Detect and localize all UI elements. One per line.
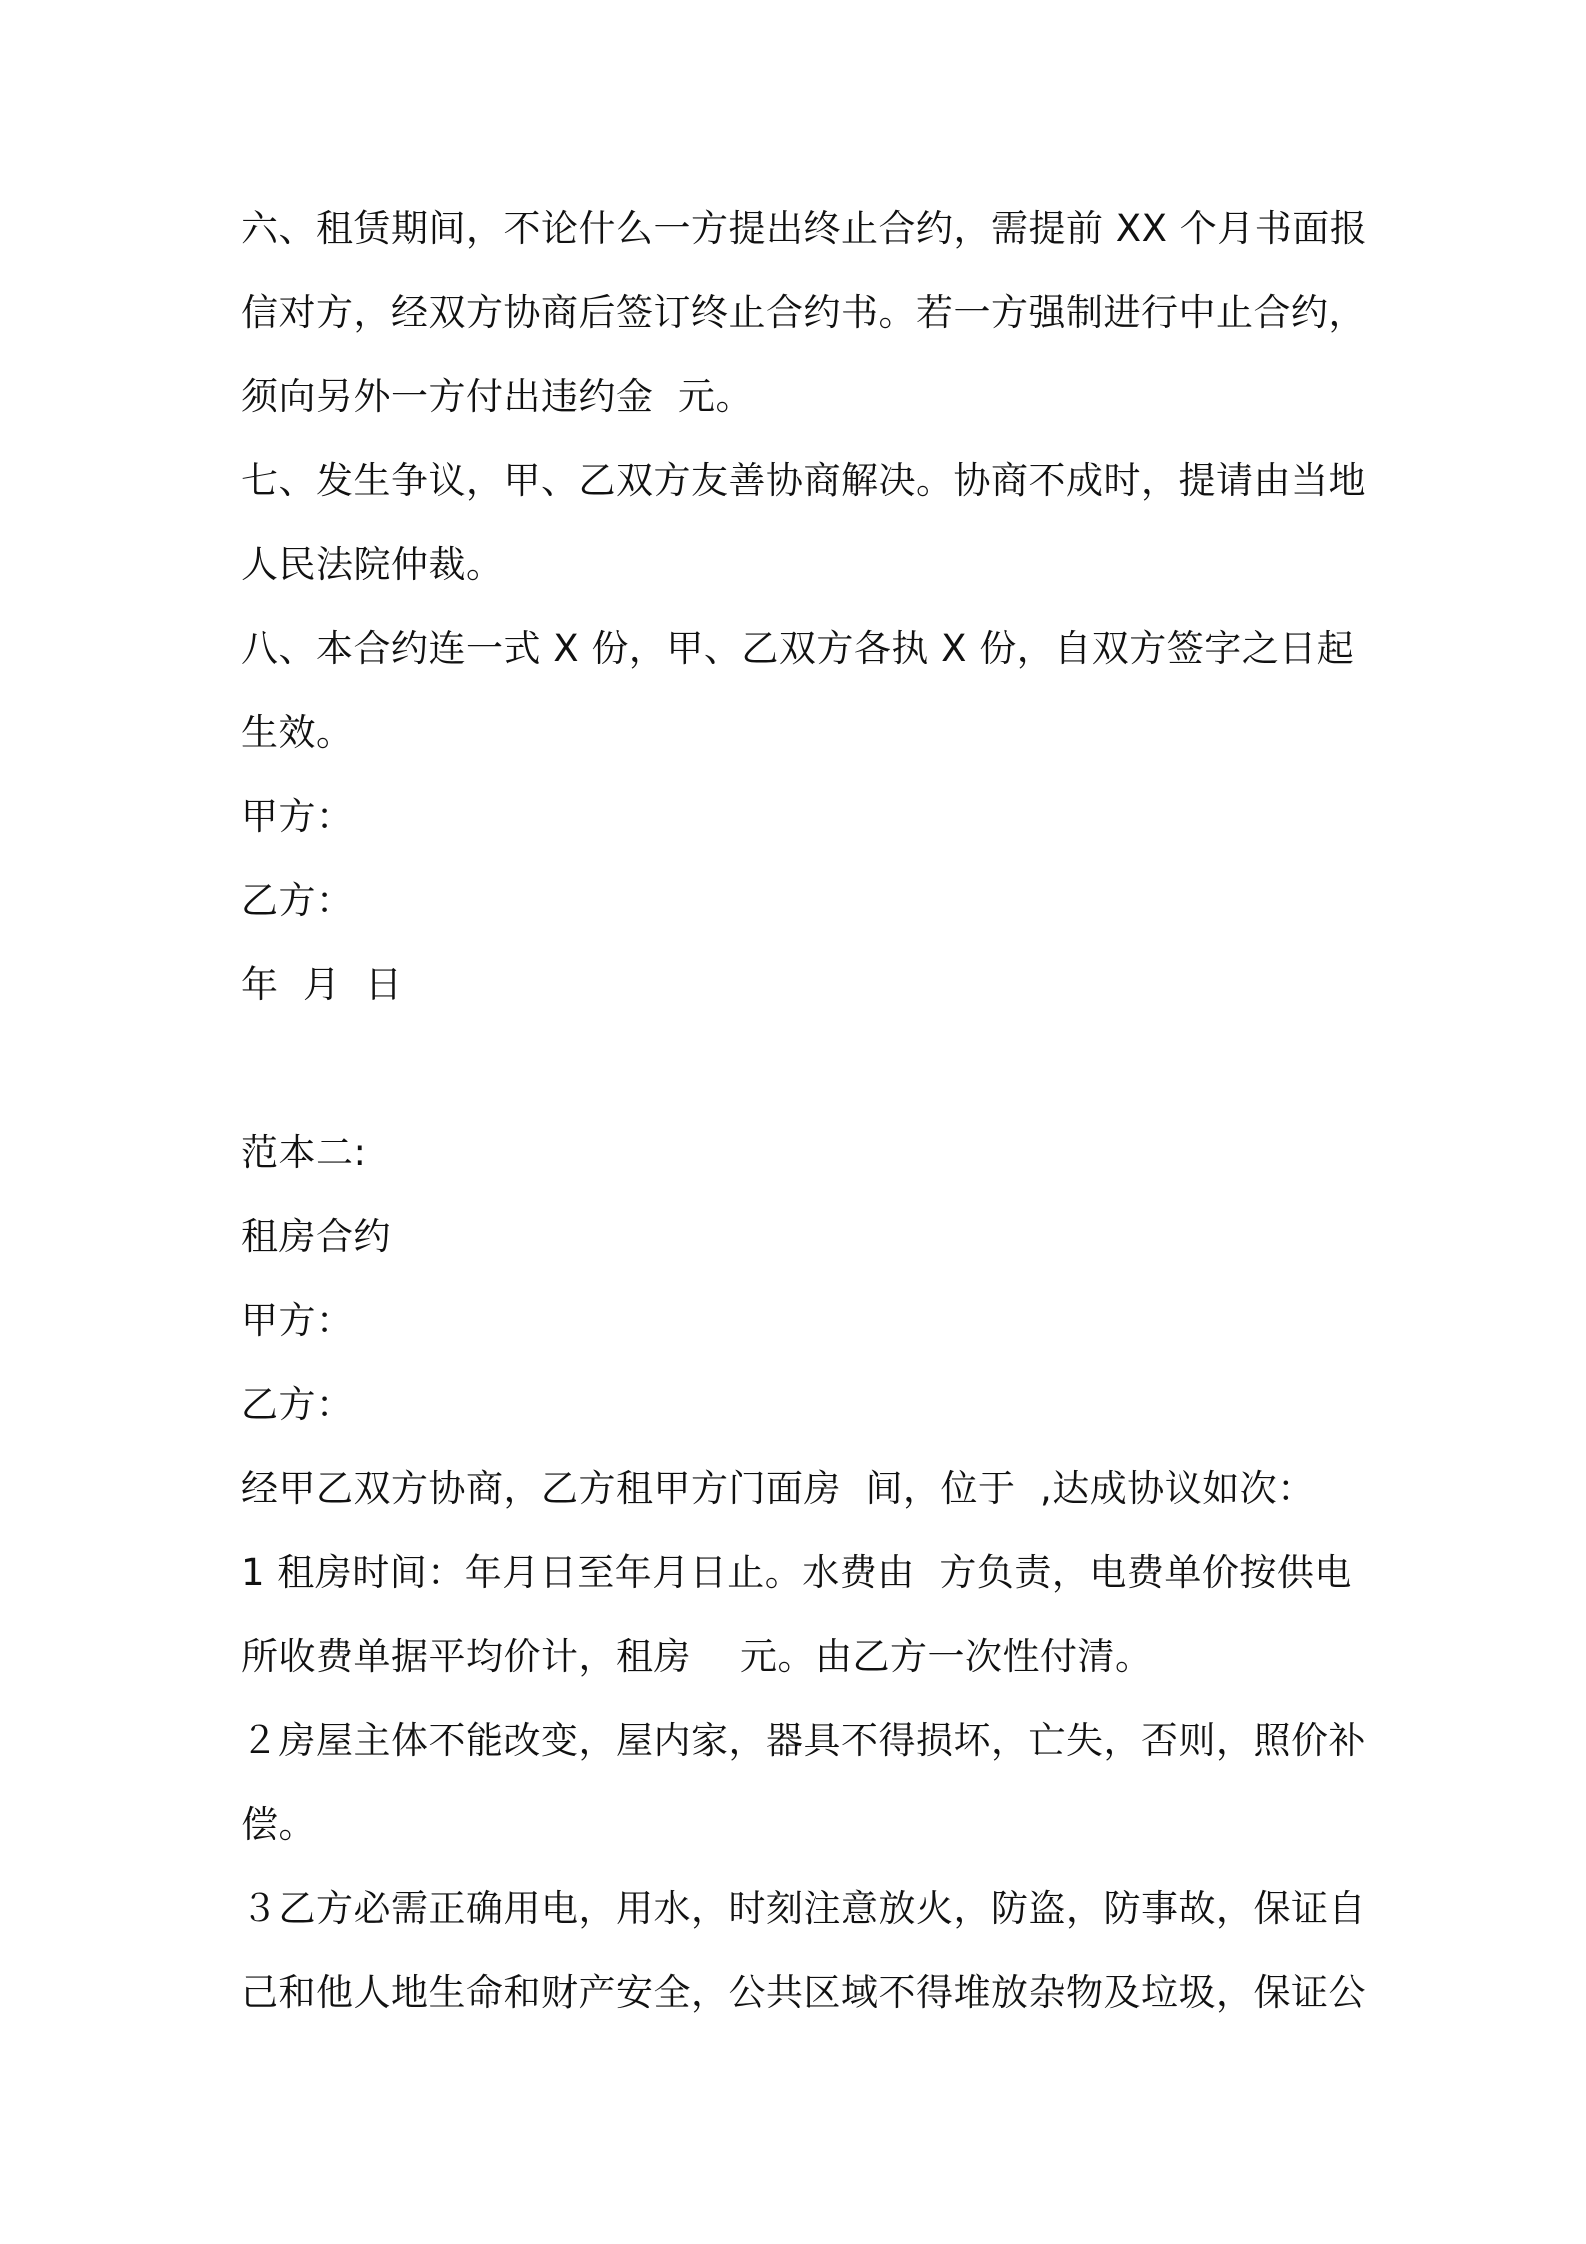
item-2-line-1: ２房屋主体不能改变，屋内家，器具不得损坏，亡失，否则，照价补 bbox=[241, 1719, 1366, 1762]
clause-6-line-2: 信对方，经双方协商后签订终止合约书。若一方强制进行中止合约， bbox=[241, 291, 1366, 334]
party-a-signature-label: 甲方： bbox=[241, 795, 354, 838]
item-3-line-1: ３乙方必需正确用电，用水，时刻注意放火，防盗，防事故，保证自 bbox=[241, 1887, 1366, 1930]
clause-8-line-1: 八、本合约连一式 X 份，甲、乙双方各执 X 份，自双方签字之日起 bbox=[241, 627, 1355, 670]
clause-7-line-1: 七、发生争议，甲、乙双方友善协商解决。协商不成时，提请由当地 bbox=[241, 459, 1366, 502]
template-two-heading: 范本二: bbox=[241, 1131, 367, 1174]
agreement-intro: 经甲乙双方协商，乙方租甲方门面房 间，位于 ,达成协议如次： bbox=[241, 1467, 1315, 1510]
party-b-label: 乙方： bbox=[241, 1383, 354, 1426]
item-1-line-1: 1 租房时间：年月日至年月日止。水费由 方负责，电费单价按供电 bbox=[241, 1551, 1352, 1594]
clause-7-line-2: 人民法院仲裁。 bbox=[241, 543, 504, 586]
contract-title: 租房合约 bbox=[241, 1215, 391, 1258]
date-line: 年 月 日 bbox=[241, 963, 403, 1006]
clause-6-line-1: 六、租赁期间，不论什么一方提出终止合约，需提前 XX 个月书面报 bbox=[241, 207, 1368, 250]
party-b-signature-label: 乙方： bbox=[241, 879, 354, 922]
item-1-line-2: 所收费单据平均价计，租房 元。由乙方一次性付清。 bbox=[241, 1635, 1153, 1678]
item-2-line-2: 偿。 bbox=[241, 1803, 316, 1846]
item-3-line-2: 己和他人地生命和财产安全，公共区域不得堆放杂物及垃圾，保证公 bbox=[241, 1971, 1366, 2014]
clause-8-line-2: 生效。 bbox=[241, 711, 354, 754]
party-a-label: 甲方： bbox=[241, 1299, 354, 1342]
clause-6-line-3: 须向另外一方付出违约金 元。 bbox=[241, 375, 754, 418]
